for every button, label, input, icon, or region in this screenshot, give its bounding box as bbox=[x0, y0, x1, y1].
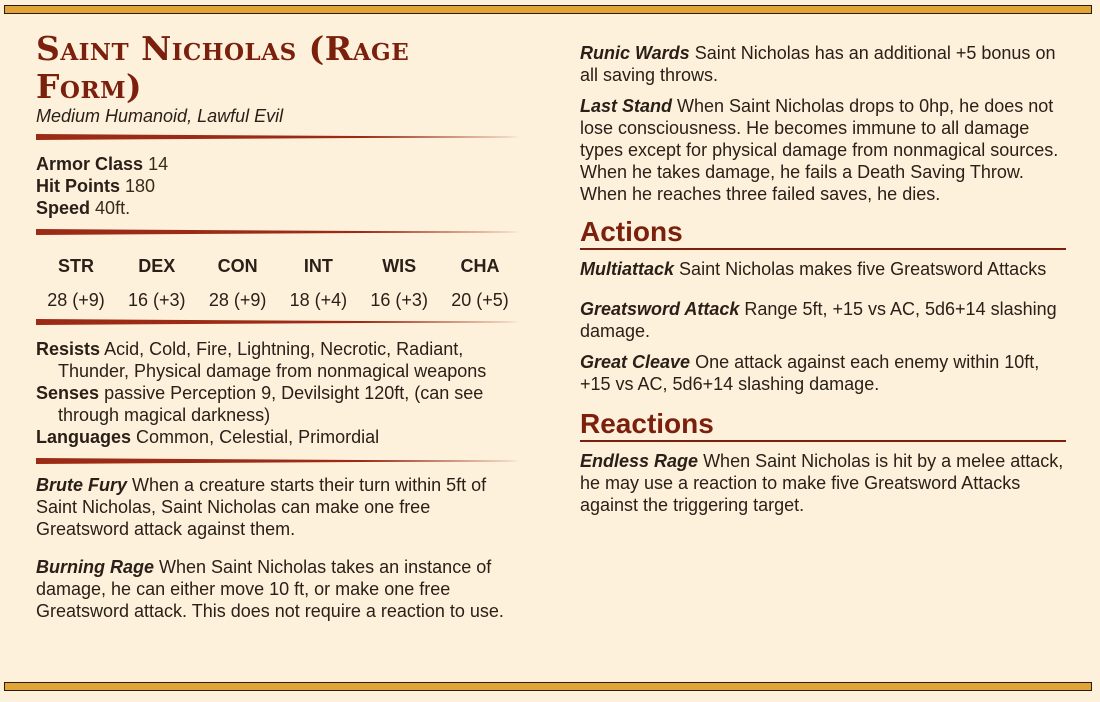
languages-label: Languages bbox=[36, 427, 132, 447]
ability-wis bbox=[359, 255, 439, 311]
senses-value: passive Perception 9, Devilsight 120ft, (can see through magical darkness) bbox=[58, 383, 484, 425]
left-column bbox=[36, 30, 520, 622]
action-text: Range 5ft, +15 vs AC, 5d6+14 slashing damage. bbox=[580, 299, 1057, 341]
reactions-heading: Reactions bbox=[580, 408, 714, 439]
armor-class-value: 14 bbox=[148, 154, 169, 174]
ability-name: WIS bbox=[382, 256, 417, 276]
speed-label: Speed bbox=[36, 198, 91, 218]
ability-con bbox=[198, 255, 278, 311]
right-column bbox=[580, 42, 1066, 516]
armor-class-row bbox=[36, 153, 520, 175]
hit-points-label: Hit Points bbox=[36, 176, 120, 196]
trait-text: When a creature starts their turn within 5ft of Saint Nicholas, Saint Nicholas can make one free Greatsword attack against them. bbox=[36, 475, 487, 539]
ability-score: 16 (+3) bbox=[128, 290, 186, 310]
trait-text: When Saint Nicholas drops to 0hp, he does not lose consciousness. He becomes immune to all damage types except for physical damage from nonmagical sources. When he takes damage, he fails a Death Saving Throw. When he reaches three failed saves, he dies. bbox=[580, 96, 1059, 204]
reaction-text: When Saint Nicholas is hit by a melee attack, he may use a reaction to make five Greatsword Attacks against the triggering target. bbox=[580, 451, 1064, 515]
ability-cha bbox=[440, 255, 520, 311]
senses-row bbox=[36, 382, 520, 426]
basic-stats bbox=[36, 153, 520, 219]
ability-int bbox=[278, 255, 358, 311]
trait-text: When Saint Nicholas takes an instance of damage, he can either move 10 ft, or make one free Greatsword attack. This does not require a reaction to use. bbox=[36, 557, 504, 621]
hit-points-row bbox=[36, 175, 520, 197]
action-great-cleave bbox=[580, 351, 1066, 395]
ability-scores bbox=[36, 255, 520, 311]
speed-value: 40ft. bbox=[95, 198, 131, 218]
speed-row bbox=[36, 197, 520, 219]
ability-score: 20 (+5) bbox=[451, 290, 509, 310]
ability-name: CHA bbox=[460, 256, 500, 276]
action-multiattack bbox=[580, 258, 1066, 280]
trait-name: Brute Fury bbox=[36, 475, 128, 495]
trait-name: Burning Rage bbox=[36, 557, 155, 577]
resists-label: Resists bbox=[36, 339, 101, 359]
top-border-bar bbox=[4, 5, 1092, 14]
divider-taper bbox=[36, 134, 520, 140]
ability-score: 18 (+4) bbox=[289, 290, 348, 310]
action-text: One attack against each enemy within 10ft, +15 vs AC, 5d6+14 slashing damage. bbox=[580, 352, 1040, 394]
resists-value: Acid, Cold, Fire, Lightning, Necrotic, Radiant, Thunder, Physical damage from nonmagical weapons bbox=[58, 339, 487, 381]
action-name: Greatsword Attack bbox=[580, 299, 740, 319]
trait-text: Saint Nicholas has an additional +5 bonus on all saving throws. bbox=[580, 43, 1056, 85]
ability-dex bbox=[117, 255, 197, 311]
action-name: Multiattack bbox=[580, 259, 675, 279]
divider-taper bbox=[36, 319, 520, 325]
ability-score: 16 (+3) bbox=[370, 290, 428, 310]
armor-class-label: Armor Class bbox=[36, 154, 144, 174]
ability-str bbox=[36, 255, 116, 311]
divider-taper bbox=[36, 458, 520, 464]
senses-label: Senses bbox=[36, 383, 100, 403]
actions-rule bbox=[580, 248, 1066, 250]
actions-heading: Actions bbox=[580, 216, 683, 247]
ability-name: CON bbox=[217, 256, 258, 276]
action-greatsword-attack bbox=[580, 298, 1066, 342]
action-name: Great Cleave bbox=[580, 352, 691, 372]
action-text: Saint Nicholas makes five Greatsword Attacks bbox=[679, 259, 1047, 279]
hit-points-value: 180 bbox=[125, 176, 156, 196]
trait-name: Runic Wards bbox=[580, 43, 690, 63]
trait-last-stand bbox=[580, 95, 1066, 205]
reactions-rule bbox=[580, 440, 1066, 442]
bottom-border-bar bbox=[4, 682, 1092, 691]
monster-name: Saint Nicholas (Rage Form) bbox=[36, 29, 410, 106]
ability-name: INT bbox=[303, 256, 333, 276]
divider-taper bbox=[36, 229, 520, 235]
reaction-name: Endless Rage bbox=[580, 451, 699, 471]
languages-row bbox=[36, 426, 520, 448]
ability-name: DEX bbox=[138, 256, 176, 276]
ability-name: STR bbox=[58, 256, 94, 276]
ability-score: 28 (+9) bbox=[47, 290, 105, 310]
trait-runic-wards bbox=[580, 42, 1066, 86]
trait-burning-rage bbox=[36, 556, 520, 622]
resists-row bbox=[36, 338, 520, 382]
monster-type-line: Medium Humanoid, Lawful Evil bbox=[36, 106, 284, 126]
reaction-endless-rage bbox=[580, 450, 1066, 516]
trait-brute-fury bbox=[36, 474, 520, 540]
properties bbox=[36, 338, 520, 448]
languages-value: Common, Celestial, Primordial bbox=[136, 427, 380, 447]
trait-name: Last Stand bbox=[580, 96, 673, 116]
ability-score: 28 (+9) bbox=[208, 290, 267, 310]
